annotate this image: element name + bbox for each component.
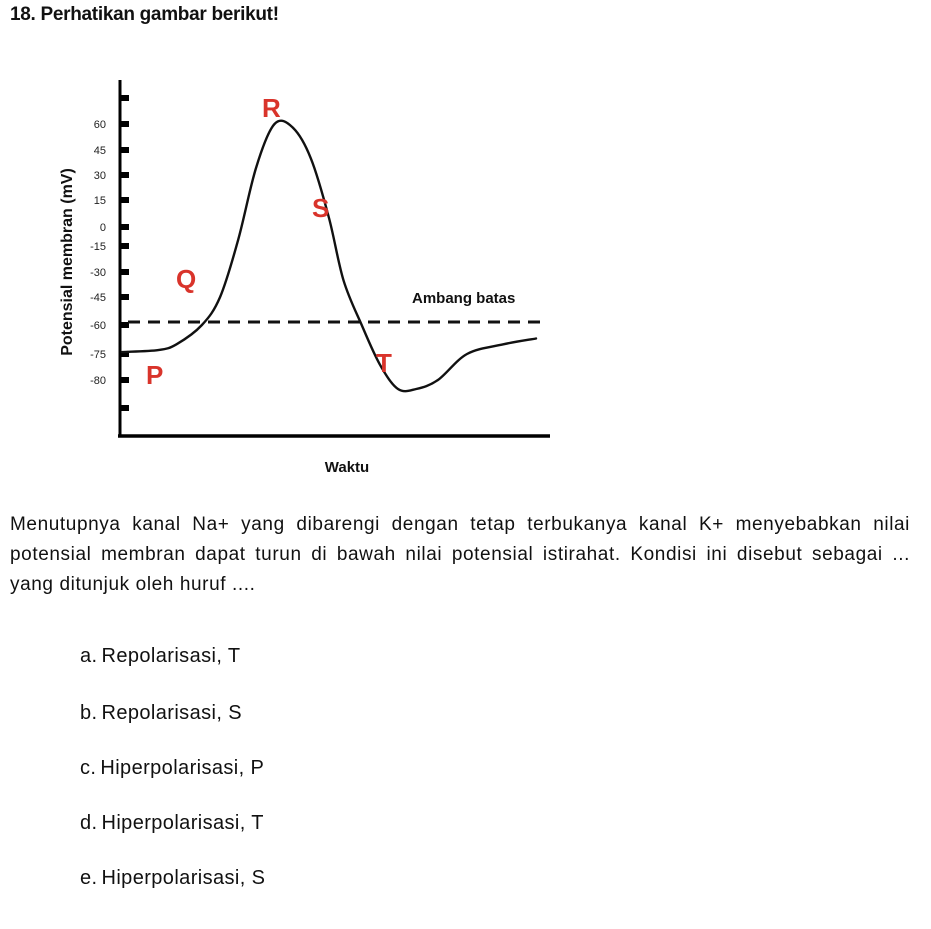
x-axis-label: Waktu <box>324 459 370 476</box>
question-text: Menutupnya kanal Na+ yang dibarengi dengan tetap terbukanya kanal K+ menyebabkan nilai potensial membran dapat turun di bawah nilai potensial istirahat. Kondisi ini disebut sebagai ... yang ditunjuk oleh huruf .... <box>10 514 910 595</box>
y-tick-mark <box>120 243 129 249</box>
y-tick-mark <box>120 269 129 275</box>
question-number: 18. <box>10 4 36 25</box>
option-letter: a. <box>80 645 98 667</box>
threshold-label: Ambang batas <box>412 290 516 307</box>
option-text: Repolarisasi, S <box>101 702 242 724</box>
y-tick-mark <box>120 294 129 300</box>
y-tick-label: 0 <box>99 222 106 234</box>
y-tick-mark <box>120 322 129 328</box>
option-text: Repolarisasi, T <box>101 645 241 667</box>
y-tick-label: -75 <box>90 349 106 361</box>
option-letter: c. <box>80 757 97 779</box>
question-instruction: Perhatikan gambar berikut! <box>40 4 279 25</box>
option-b[interactable] <box>80 702 242 725</box>
y-tick-label: -15 <box>90 241 106 253</box>
y-axis-label: Potensial membran (mV) <box>59 168 76 356</box>
y-tick-label: -60 <box>90 320 106 332</box>
option-letter: b. <box>80 702 98 724</box>
point-label-p: P <box>146 360 164 390</box>
y-tick-mark <box>120 377 129 383</box>
y-tick-label: 30 <box>93 170 106 182</box>
y-tick-mark <box>120 172 129 178</box>
point-label-t: T <box>376 348 392 378</box>
y-tick-label: -45 <box>90 292 106 304</box>
y-tick-mark <box>120 147 129 153</box>
action-potential-chart <box>50 62 570 482</box>
option-a[interactable] <box>80 645 241 668</box>
y-tick-mark <box>120 197 129 203</box>
y-tick-label: 45 <box>93 145 106 157</box>
option-text: Hiperpolarisasi, T <box>101 812 264 834</box>
option-d[interactable] <box>80 812 264 835</box>
y-tick-label: -80 <box>90 375 106 387</box>
action-potential-curve <box>122 121 536 391</box>
option-text: Hiperpolarisasi, P <box>100 757 265 779</box>
point-label-q: Q <box>176 264 197 294</box>
y-tick-mark <box>120 95 129 101</box>
y-tick-mark <box>120 121 129 127</box>
y-tick-mark <box>120 405 129 411</box>
y-tick-label: 60 <box>93 119 106 131</box>
y-tick-mark <box>120 224 129 230</box>
y-tick-label: 15 <box>93 195 106 207</box>
point-label-s: S <box>312 193 330 223</box>
y-tick-label: -30 <box>90 267 106 279</box>
option-c[interactable] <box>80 757 264 780</box>
option-text: Hiperpolarisasi, S <box>101 867 266 889</box>
question-header <box>10 4 279 26</box>
option-letter: e. <box>80 867 98 889</box>
option-e[interactable] <box>80 867 265 890</box>
option-letter: d. <box>80 812 98 834</box>
point-label-r: R <box>262 93 281 123</box>
